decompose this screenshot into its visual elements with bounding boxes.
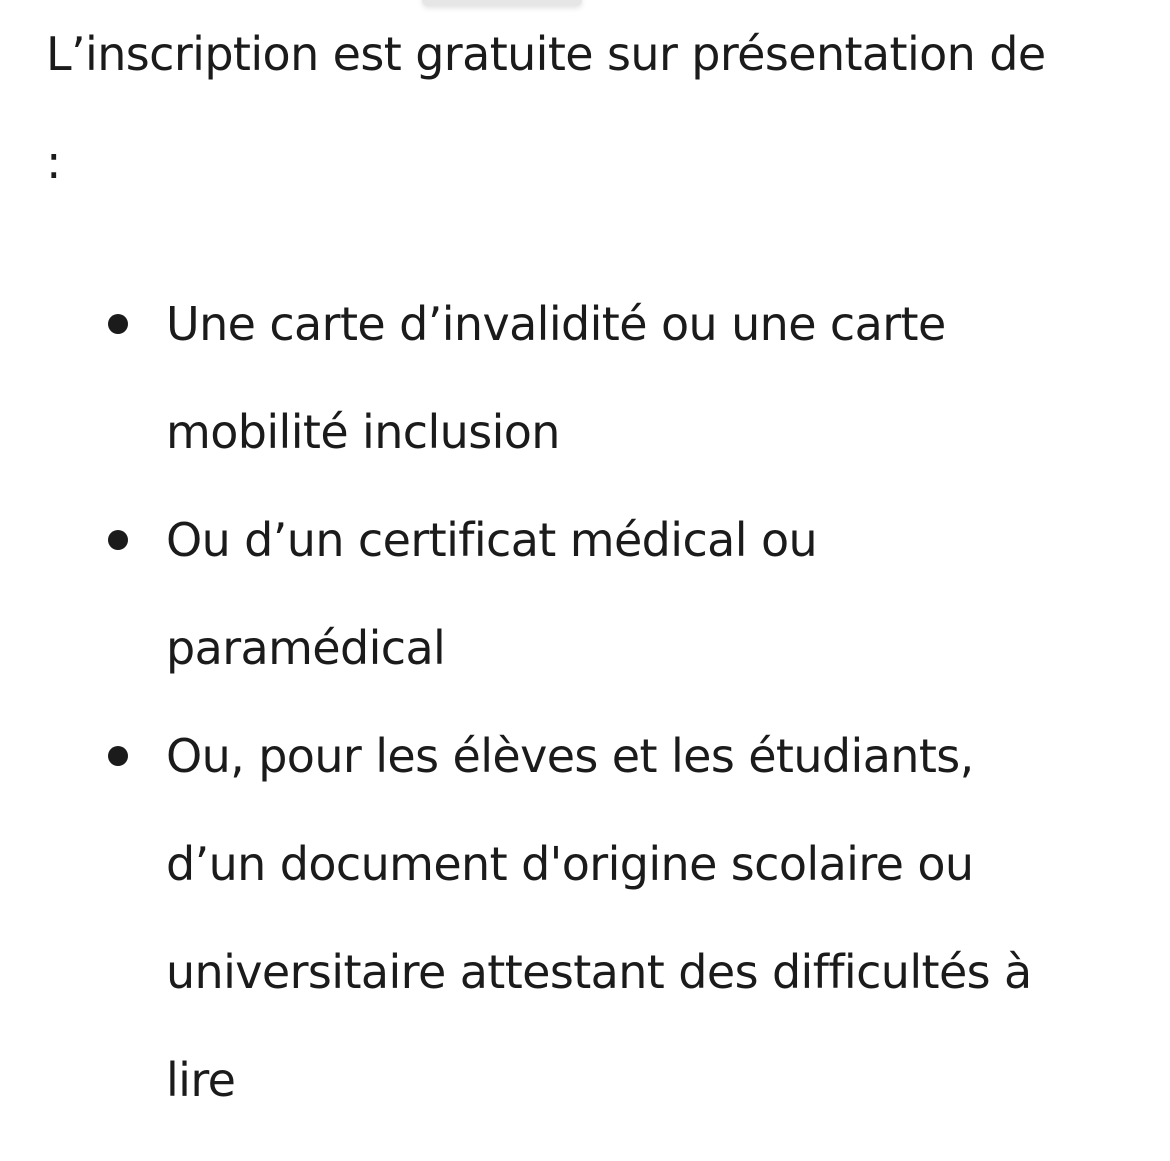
intro-line-2: : (46, 135, 61, 189)
list-item-line: paramédical (166, 621, 446, 675)
list-item-line: Une carte d’invalidité ou une carte (166, 297, 946, 351)
list-item-line: Ou, pour les élèves et les étudiants, (166, 729, 974, 783)
list-item (106, 270, 1146, 486)
bullet-icon (108, 530, 128, 550)
intro-paragraph (46, 0, 1146, 216)
list-item-line: universitaire attestant des difficultés à (166, 945, 1032, 999)
list-item-line: Ou d’un certificat médical ou (166, 513, 818, 567)
list-item-line: mobilité inclusion (166, 405, 560, 459)
list-item (106, 702, 1146, 1134)
list-item-line: d’un document d'origine scolaire ou (166, 837, 974, 891)
requirements-list (106, 270, 1146, 1134)
bullet-icon (108, 746, 128, 766)
list-item (106, 486, 1146, 702)
document-content (46, 0, 1146, 1107)
list-item-line: lire (166, 1053, 236, 1107)
intro-line-1: L’inscription est gratuite sur présentation de (46, 27, 1046, 81)
bullet-icon (108, 314, 128, 334)
